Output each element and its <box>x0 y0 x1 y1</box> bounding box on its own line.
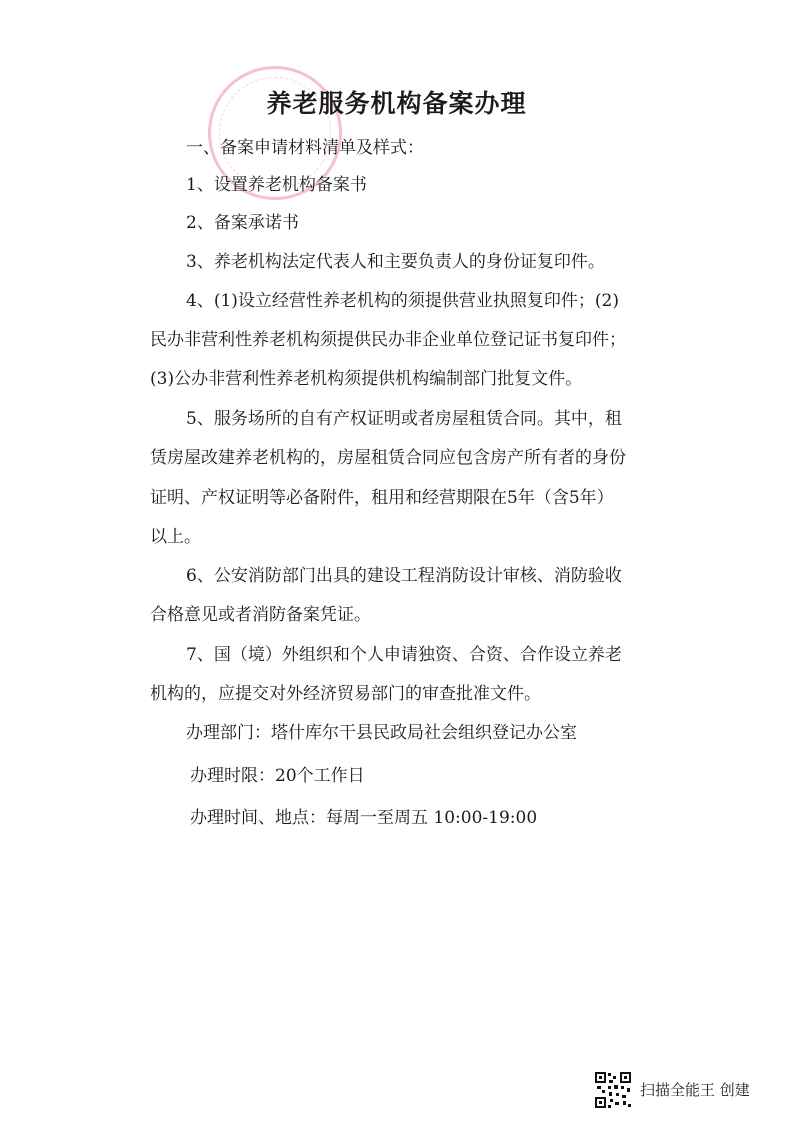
processing-time-limit: 办理时限：20个工作日 <box>190 766 365 786</box>
page-title: 养老服务机构备案办理 <box>266 89 527 118</box>
list-item-3: 3、养老机构法定代表人和主要负责人的身份证复印件。 <box>186 252 605 272</box>
scanner-watermark: 扫描全能王 创建 <box>640 1081 750 1099</box>
list-item-2: 2、备案承诺书 <box>186 213 299 233</box>
list-item-4-line-3: (3)公办非营利性养老机构须提供机构编制部门批复文件。 <box>150 369 583 389</box>
list-item-6-line-2: 合格意见或者消防备案凭证。 <box>150 605 371 625</box>
qr-code-icon <box>594 1071 632 1109</box>
section-heading: 一、备案申请材料清单及样式： <box>186 138 424 158</box>
list-item-5-line-4: 以上。 <box>150 527 201 547</box>
list-item-7-line-1: 7、国（境）外组织和个人申请独资、合资、合作设立养老 <box>186 645 622 665</box>
list-item-5-line-3: 证明、产权证明等必备附件，租用和经营期限在5年（含5年） <box>150 488 614 508</box>
list-item-4-line-1: 4、(1)设立经营性养老机构的须提供营业执照复印件；(2) <box>186 291 619 311</box>
list-item-7-line-2: 机构的，应提交对外经济贸易部门的审查批准文件。 <box>150 684 541 704</box>
list-item-1: 1、设置养老机构备案书 <box>186 175 367 195</box>
list-item-5-line-2: 赁房屋改建养老机构的，房屋租赁合同应包含房产所有者的身份 <box>150 448 626 468</box>
list-item-5-line-1: 5、服务场所的自有产权证明或者房屋租赁合同。其中，租 <box>186 409 622 429</box>
office-hours-location: 办理时间、地点：每周一至周五 10:00-19:00 <box>190 808 538 828</box>
office-department: 办理部门：塔什库尔干县民政局社会组织登记办公室 <box>186 723 577 743</box>
list-item-4-line-2: 民办非营利性养老机构须提供民办非企业单位登记证书复印件； <box>150 330 626 350</box>
list-item-6-line-1: 6、公安消防部门出具的建设工程消防设计审核、消防验收 <box>186 566 622 586</box>
